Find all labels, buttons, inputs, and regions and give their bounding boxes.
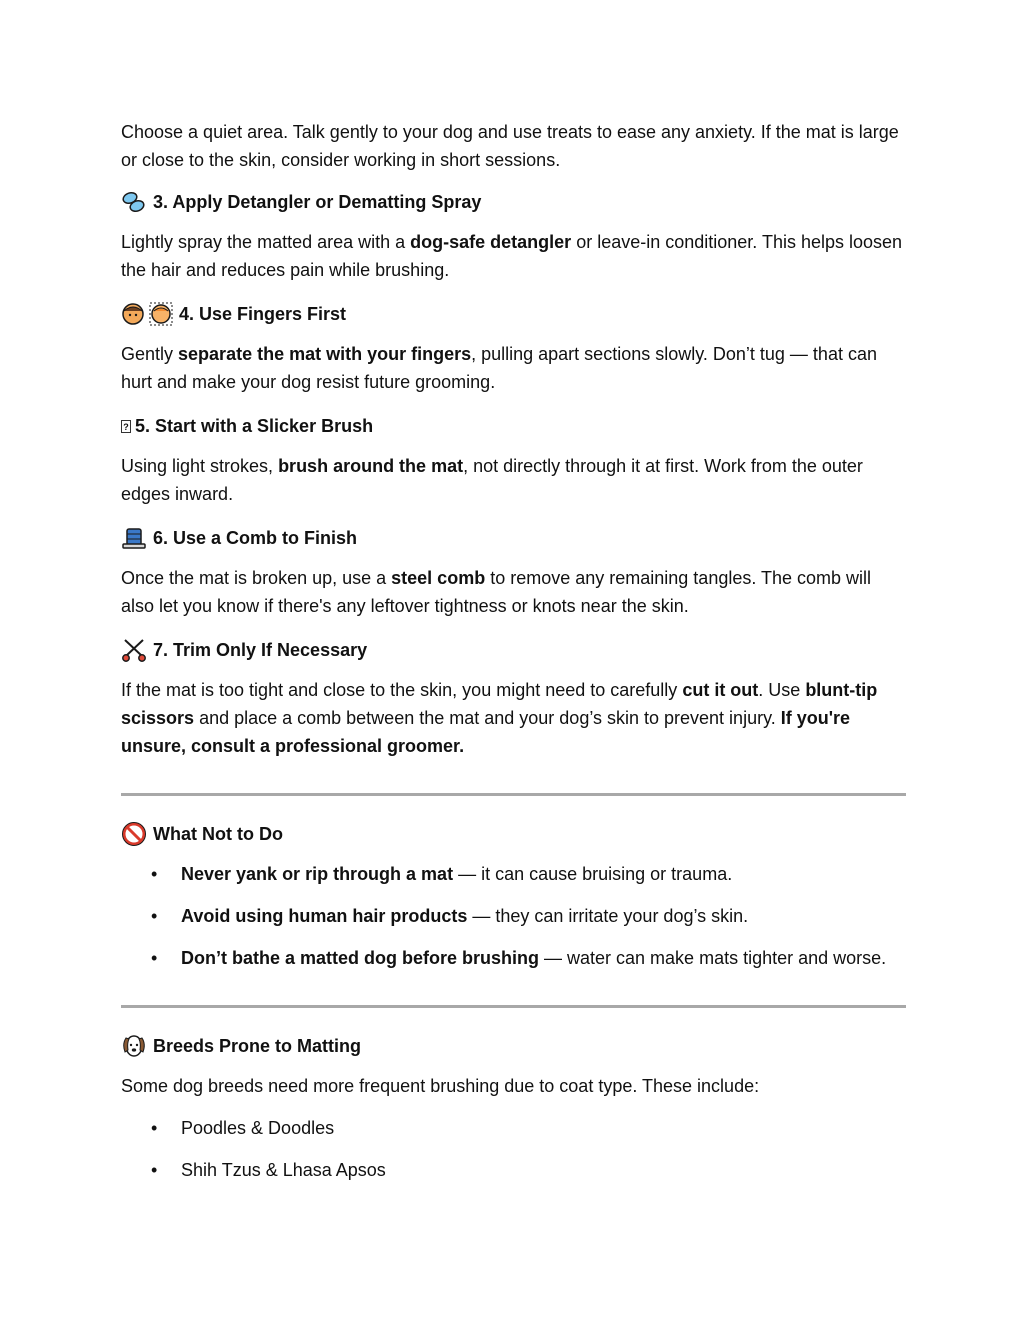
- divider: [121, 793, 906, 796]
- step-7-title: 7. Trim Only If Necessary: [153, 640, 368, 660]
- step-3-body: Lightly spray the matted area with a dog-safe detangler or leave-in conditioner. This helps loosen the hair and reduces pain while brushing.: [121, 232, 903, 280]
- breeds-title: Breeds Prone to Matting: [153, 1036, 362, 1056]
- list-item: • Avoid using human hair products — they can irritate your dog’s skin.: [121, 902, 906, 930]
- step-6-heading: [121, 526, 906, 550]
- what-not-heading: [121, 822, 906, 846]
- breeds-heading: [121, 1034, 906, 1058]
- breeds-list: [121, 1114, 906, 1184]
- dog-face-icon: [121, 1034, 147, 1058]
- hands-icon: [121, 302, 173, 326]
- step-3-title: 3. Apply Detangler or Dematting Spray: [153, 192, 482, 212]
- prohibited-icon: [121, 822, 147, 846]
- what-not-title: What Not to Do: [153, 824, 283, 844]
- step-6-title: 6. Use a Comb to Finish: [153, 528, 358, 548]
- document-page: [121, 118, 906, 1184]
- step-4-body: Gently separate the mat with your fingers, pulling apart sections slowly. Don’t tug — that can hurt and make your dog resist future grooming.: [121, 344, 877, 392]
- comb-icon: [121, 526, 147, 550]
- list-item: • Shih Tzus & Lhasa Apsos: [121, 1156, 906, 1184]
- divider: [121, 1005, 906, 1008]
- step-5-body: Using light strokes, brush around the mat, not directly through it at first. Work from the outer edges inward.: [121, 456, 863, 504]
- step-7-body: If the mat is too tight and close to the skin, you might need to carefully cut it out. Use blunt-tip scissors and place a comb between the mat and your dog’s skin to prevent injury. If you're unsure, consult a professional groomer.: [121, 680, 878, 756]
- list-item: • Never yank or rip through a mat — it can cause bruising or trauma.: [121, 860, 906, 888]
- intro-paragraph: Choose a quiet area. Talk gently to your dog and use treats to ease any anxiety. If the mat is large or close to the skin, consider working in short sessions.: [121, 122, 899, 170]
- scissors-icon: [121, 638, 147, 662]
- step-4-title: 4. Use Fingers First: [179, 304, 347, 324]
- breeds-intro: Some dog breeds need more frequent brushing due to coat type. These include:: [121, 1076, 760, 1096]
- list-item: • Poodles & Doodles: [121, 1114, 906, 1142]
- what-not-list: [121, 860, 906, 972]
- list-item: • Don’t bathe a matted dog before brushing — water can make mats tighter and worse.: [121, 944, 906, 972]
- missing-glyph-icon: ?: [121, 420, 131, 433]
- step-4-heading: [121, 302, 906, 326]
- spray-drops-icon: [121, 190, 147, 214]
- step-3-heading: [121, 190, 906, 214]
- step-5-title: 5. Start with a Slicker Brush: [135, 416, 374, 436]
- step-6-body: Once the mat is broken up, use a steel comb to remove any remaining tangles. The comb will also let you know if there's any leftover tightness or knots near the skin.: [121, 568, 872, 616]
- step-5-heading: [121, 414, 906, 438]
- step-7-heading: [121, 638, 906, 662]
